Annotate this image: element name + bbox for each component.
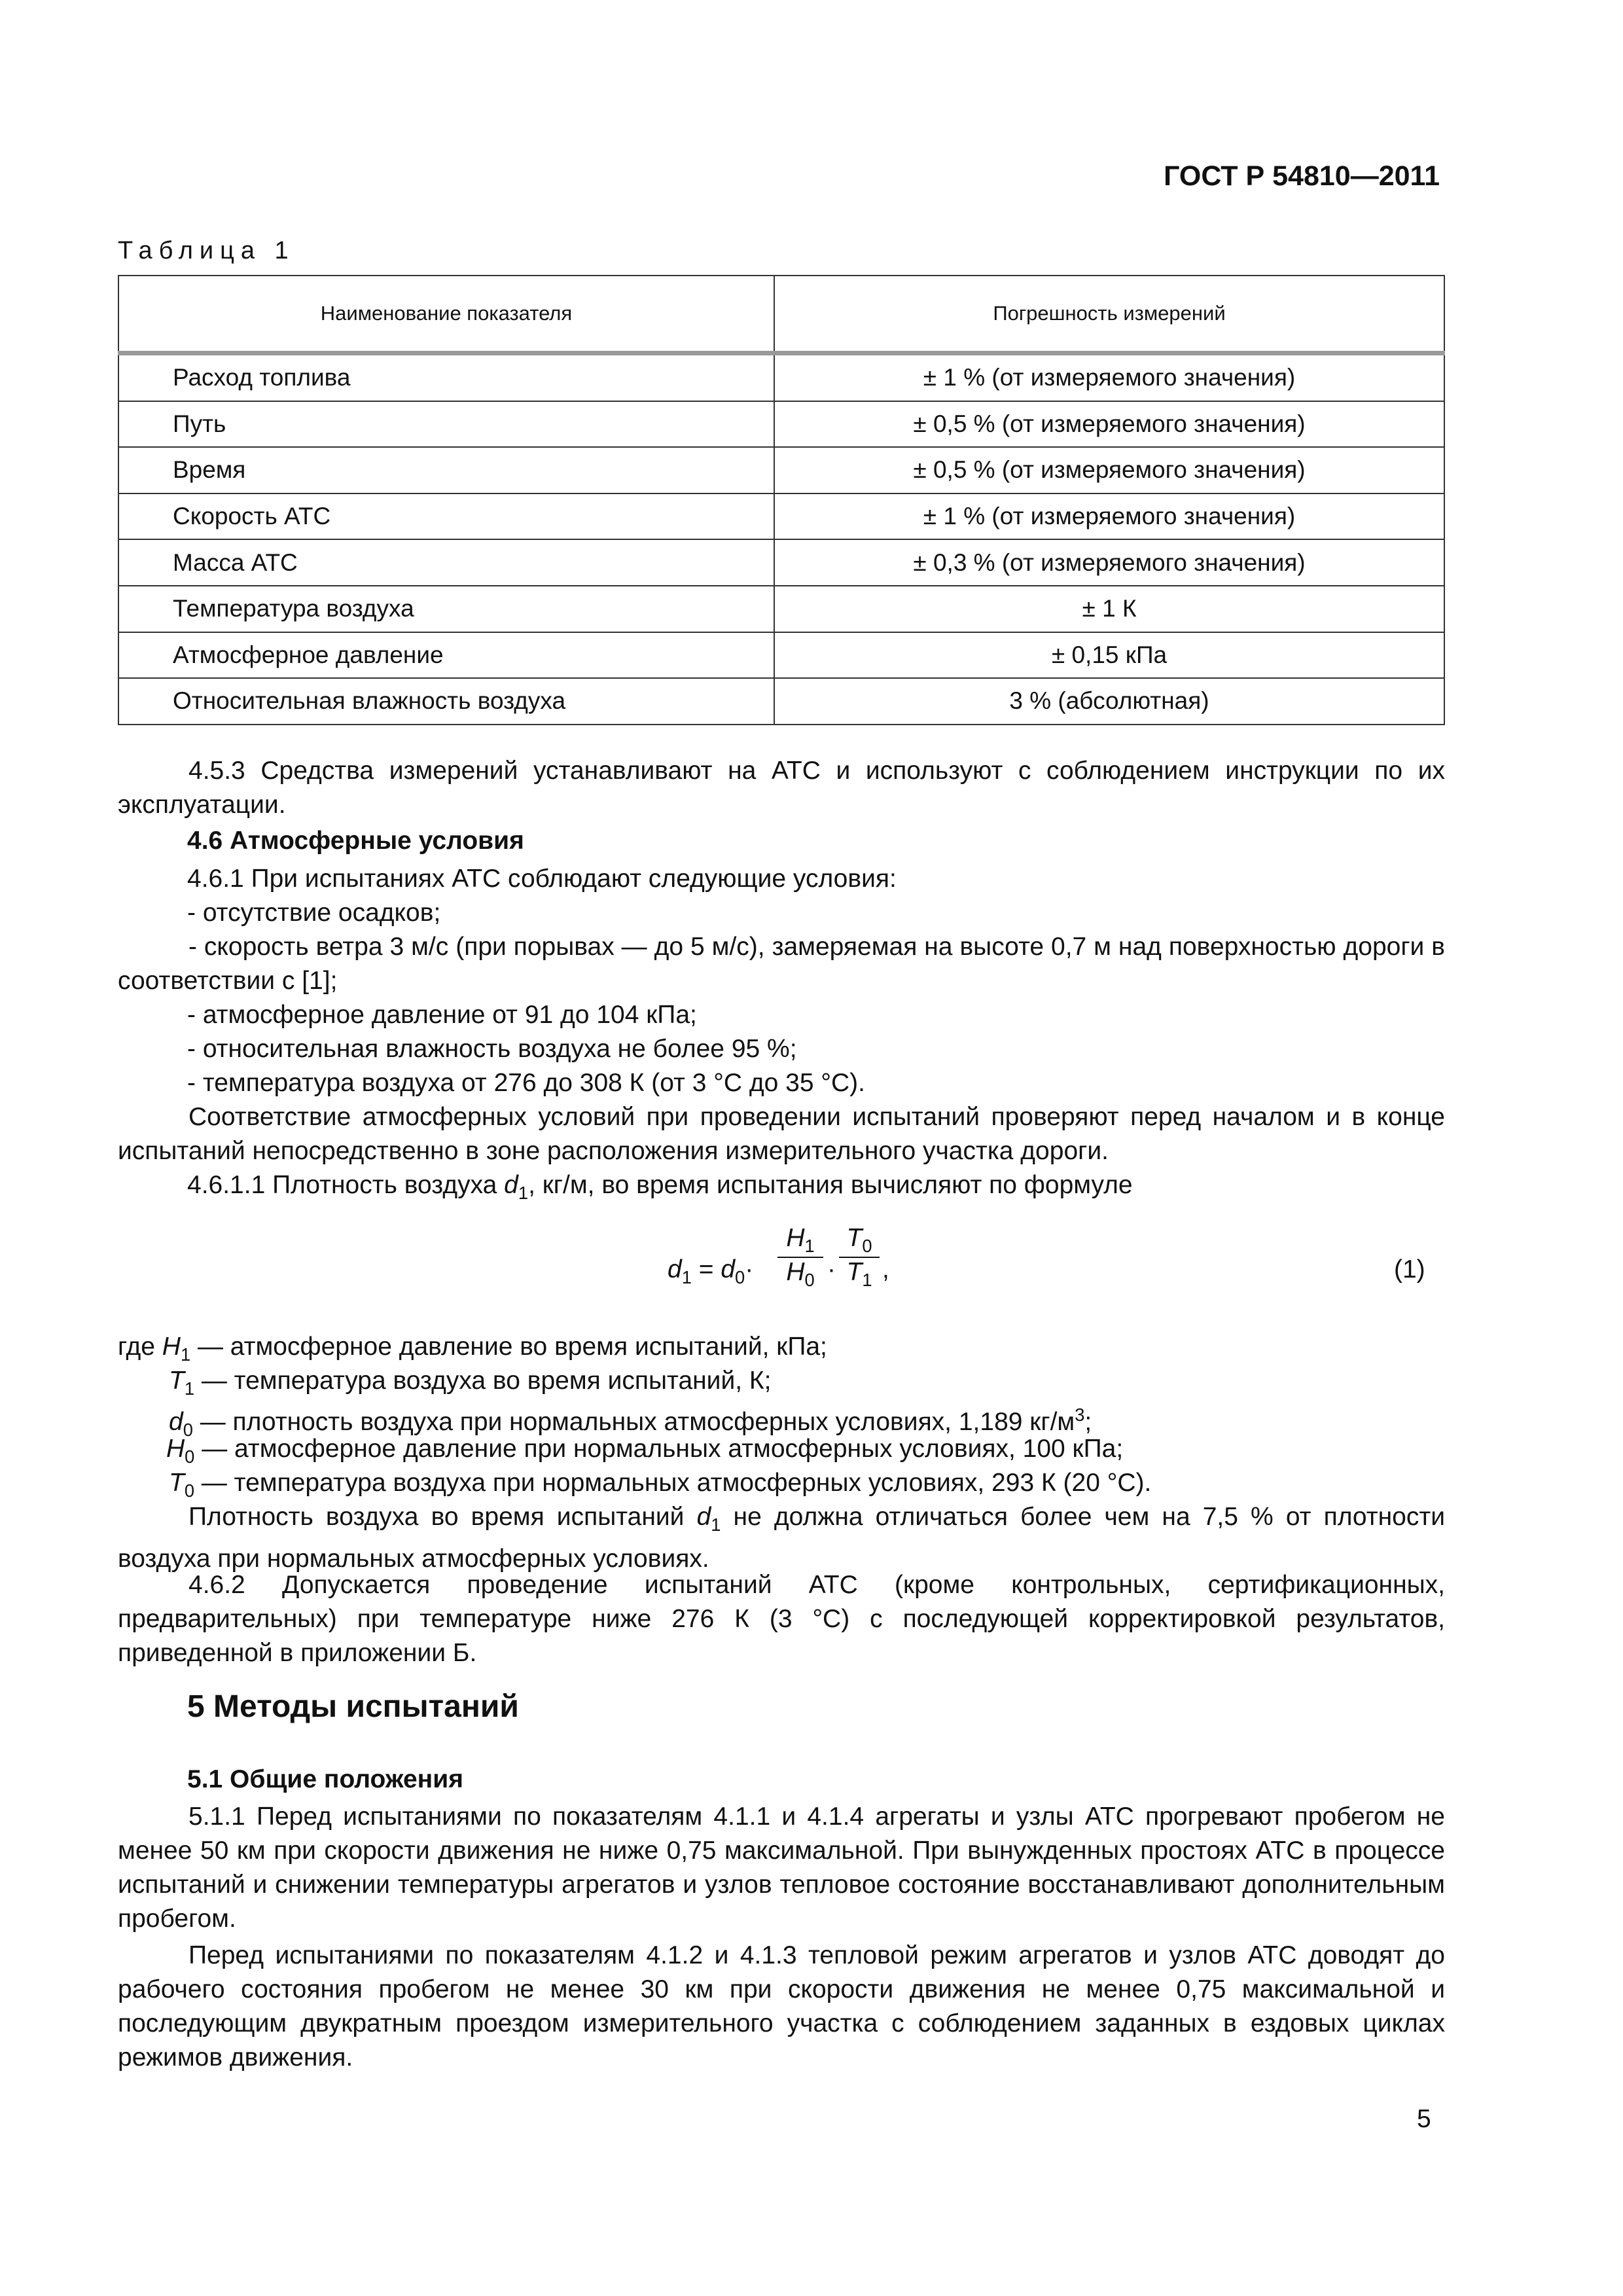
section-heading-4-6: 4.6 Атмосферные условия [187,827,524,855]
column-header-error: Погрешность измерений [774,276,1444,353]
symbol: H [166,1435,185,1463]
symbol-subscript: 0 [183,1419,193,1440]
paragraph-text: , кг/м, во время испытания вычисляют по формуле [528,1171,1133,1199]
table-row [118,678,1444,725]
indicator-name: Расход топлива [118,353,774,401]
symbol-subscript: 1 [184,1378,195,1399]
definition-text: — температура воздуха при нормальных атмосферных условиях, 293 К (20 °С). [194,1469,1152,1497]
table-row [118,539,1444,586]
symbol: d [169,1408,183,1436]
definition-text: — температура воздуха во время испытаний, К; [194,1367,772,1395]
paragraph-5-1-1: 5.1.1 Перед испытаниями по показателям 4.1.1 и 4.1.4 агрегаты и узлы АТС прогревают пробегом не менее 50 км при скорости движения не ниже 0,75 максимальной. При вынужденных простоях АТС в процессе испытаний и снижении температуры агрегатов и узлов тепловое состояние восстанавливают дополнительным пробегом. [118,1803,1445,1933]
condition-item: - относительная влажность воздуха не более 95 %; [187,1035,797,1063]
indicator-name: Время [118,447,774,493]
column-header-name: Наименование показателя [118,276,774,353]
measurement-error: ± 0,15 кПа [774,632,1444,679]
indicator-name: Атмосферное давление [118,632,774,679]
equation-number: (1) [1394,1255,1425,1283]
indicator-name: Скорость АТС [118,493,774,540]
document-header: ГОСТ Р 54810—2011 [1164,160,1440,192]
symbol-subscript: 1 [180,1344,191,1365]
condition-item: - температура воздуха от 276 до 308 К (от 3 °С до 35 °С). [187,1069,865,1097]
definition-text: — плотность воздуха при нормальных атмосферных условиях, 1,189 кг/м [192,1408,1075,1436]
definition-item: $d_0$ — плотность воздуха при нормальных атмосферных условиях, 1,189 $кг/м^3$; [169,1405,1092,1440]
indicator-name: Масса АТС [118,539,774,586]
definition-text: — атмосферное давление во время испытаний, кПа; [190,1333,827,1361]
condition-item: - атмосферное давление от 91 до 104 кПа; [187,1001,697,1029]
table-row [118,632,1444,679]
paragraph-text: 4.6.1.1 Плотность воздуха [187,1171,505,1199]
table-row [118,586,1444,632]
paragraph-4-6-1: 4.6.1 При испытаниях АТС соблюдают следующие условия: [187,865,897,893]
symbol: T [169,1469,185,1497]
where-word: где [118,1333,155,1361]
symbol: H [162,1333,181,1361]
indicator-name: Путь [118,401,774,448]
table-label: Таблица 1 [118,237,295,264]
measurement-error: ± 1 К [774,586,1444,632]
symbol: T [169,1367,185,1395]
table-row [118,353,1444,401]
paragraph-text: Плотность воздуха во время испытаний [188,1503,697,1531]
table-row [118,447,1444,493]
condition-item: - отсутствие осадков; [187,899,441,927]
paragraph-conditions-check: Соответствие атмосферных условий при проведении испытаний проверяют перед началом и в конце испытаний непосредственно в зоне расположения измерительного участка дороги. [118,1103,1445,1165]
measurement-table [118,275,1445,725]
measurement-error: ± 0,3 % (от измеряемого значения) [774,539,1444,586]
symbol-subscript: 0 [184,1480,195,1501]
indicator-name: Относительная влажность воздуха [118,678,774,725]
measurement-error: ± 0,5 % (от измеряемого значения) [774,447,1444,493]
table-row [118,493,1444,540]
section-heading-5: 5 Методы испытаний [187,1689,519,1724]
definition-text: — атмосферное давление при нормальных атмосферных условиях, 100 кПа; [194,1435,1124,1463]
paragraph-4-5-3: 4.5.3 Средства измерений устанавливают на АТС и используют с соблюдением инструкции по их эксплуатации. [118,757,1445,819]
condition-item: - скорость ветра 3 м/с (при порывах — до 5 м/с), замеряемая на высоте 0,7 м над поверхностью дороги в соответствии с [1]; [118,933,1445,995]
measurement-error: ± 0,5 % (от измеряемого значения) [774,401,1444,448]
definition-text: ; [1084,1408,1092,1436]
page-number: 5 [1417,2105,1431,2133]
measurement-error: ± 1 % (от измеряемого значения) [774,493,1444,540]
paragraph-density-limit: Плотность воздуха во время испытаний $d_1$ не должна отличаться более чем на 7,5 % от плотности воздуха при нормальных атмосферных условиях. [118,1503,1446,1573]
measurement-error: 3 % (абсолютная) [774,678,1444,725]
section-heading-5-1: 5.1 Общие положения [187,1765,463,1793]
table-row [118,401,1444,448]
paragraph-5-1-1-continued: Перед испытаниями по показателям 4.1.2 и 4.1.3 тепловой режим агрегатов и узлов АТС доводят до рабочего состояния пробегом не менее 30 км при скорости движения не менее 0,75 максимальной и последующим двукратным проездом измерительного участка с соблюдением заданных в ездовых циклах режимов движения. [118,1941,1445,2072]
symbol-subscript: 0 [185,1446,195,1467]
paragraph-4-6-1-1: 4.6.1.1 Плотность воздуха $d_1$, кг/м, во время испытания вычисляют по формуле [187,1171,1133,1203]
paragraph-text: не должна отличаться более чем на 7,5 % от плотности воздуха при нормальных атмосферных условиях. [118,1503,1446,1573]
paragraph-4-6-2: 4.6.2 Допускается проведение испытаний АТС (кроме контрольных, сертификационных, предварительных) при температуре ниже 276 К (3 °С) с последующей корректировкой результатов, приведенной в приложении Б. [118,1571,1445,1667]
indicator-name: Температура воздуха [118,586,774,632]
formula-air-density: $d_1 = d_0\cdot$ $H_1$ $H_0$ · $T_0$ $T_1$ , [668,1224,889,1290]
measurement-error: ± 1 % (от измеряемого значения) [774,353,1444,401]
